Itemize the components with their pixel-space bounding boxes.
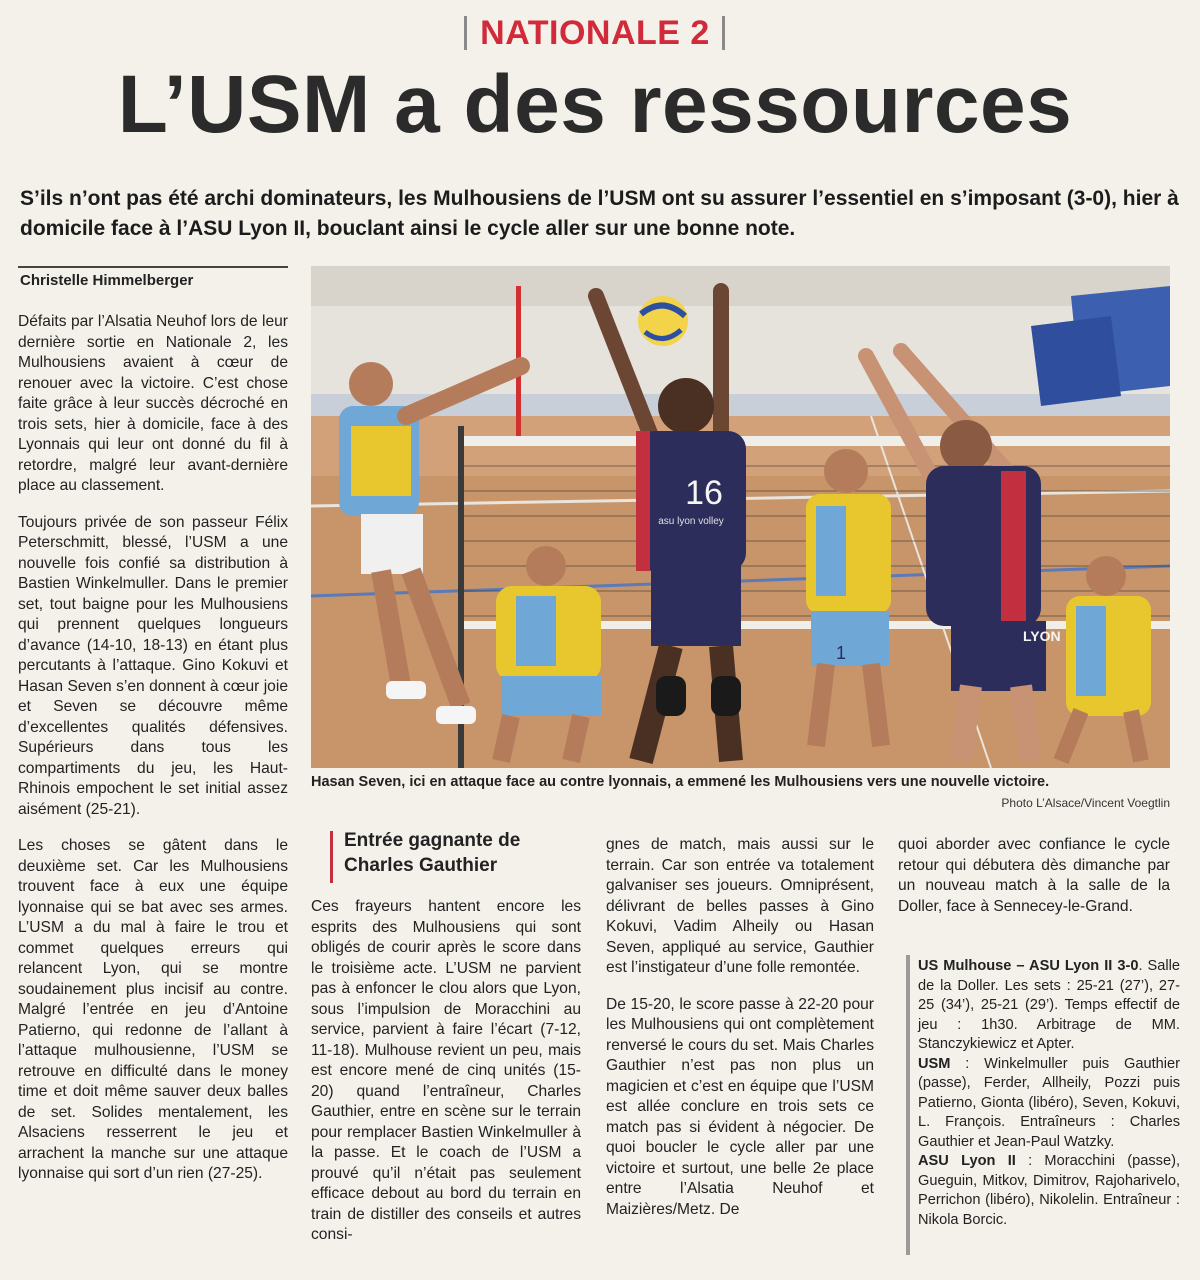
headline: L’USM a des ressources bbox=[117, 59, 1073, 150]
lead-paragraph: S’ils n’ont pas été archi dominateurs, les Mulhousiens de l’USM ont su assurer l’essentiel en s’imposant (3-0), hier à domicile face à l’ASU Lyon II, bouclant ainsi le cycle aller sur une bonne note. bbox=[20, 187, 1179, 240]
rubric-bar-right bbox=[722, 16, 725, 50]
blue-mat-2 bbox=[1031, 316, 1121, 406]
author: Christelle Himmelberger bbox=[20, 272, 194, 289]
ceiling bbox=[311, 266, 1170, 306]
factbox-asu-text: : Moracchini (passe), Gueguin, Mitkov, Dimitrov, Rajoharivelo, Perrichon (libéro), Nikolelin. Entraîneur : Nikola Borcic. bbox=[918, 1153, 1180, 1228]
paragraph: De 15-20, le score passe à 22-20 pour les Mulhousiens qui ont complètement renversé le cours du set. Mais Charles Gauthier n’est pas non plus un magicien et c’est en équipe que l’USM est allée conclure en trois sets ce match pas si évident à négocier. De quoi boucler le cycle aller par une victoire et surtout, une belle 2e place entre l’Alsatia Neuhof et Maizières/Metz. De bbox=[606, 995, 874, 1218]
jersey-text: asu lyon volley bbox=[658, 516, 724, 527]
column-4 bbox=[898, 835, 1170, 933]
match-photo bbox=[311, 266, 1170, 768]
paragraph: Défaits par l’Alsatia Neuhof lors de leur dernière sortie en Nationale 2, les Mulhousiens avaient à cœur de renouer avec la victoire. C’est chose faite grâce à leur succès décroché en trois sets, hier à domicile, face à des Lyonnais qui leur ont donné du fil à retordre, malgré leur avant-dernière place au classement. bbox=[18, 313, 288, 494]
sponsor-text: LYON bbox=[1023, 628, 1061, 644]
column-1 bbox=[18, 312, 288, 1201]
paragraph: Toujours privée de son passeur Félix Peterschmitt, blessé, l’USM a une nouvelle fois confié sa distribution à Bastien Winkelmuller. Dans le premier set, tout baigne pour les Mulhousiens qui prennent quelques longueurs d’avance (14-10, 18-13) en étant plus percutants à l’attaque. Gino Kokuvi et Hasan Seven s’en donnent à cœur joie et Seven se découvre même d’excellentes qualités défensives. Supérieurs dans tous les compartiments du jeu, les Haut-Rhinois empochent le set initial assez aisément (25-21). bbox=[18, 513, 288, 818]
subhead: Entrée gagnante de Charles Gauthier bbox=[344, 830, 521, 876]
paragraph: Les choses se gâtent dans le deuxième set. Car les Mulhousiens trouvent face à eux une équipe lyonnaise qui se bat avec ses armes. L’USM a du mal à faire le trou et commet quelques erreurs qui relancent Lyon, qui se montre soudainement plus incisif au contre. Malgré l’entrée en jeu d’Antoine Patierno, qui redonne de l’allant à l’attaque mulhousienne, l’USM se retrouve en difficulté dans le money time et doit même sauver deux balles de set. Solides mentalement, les Alsaciens resserrent le jeu et arrachent la manche sur une attaque lyonnaise qui sort d’un rien (27-25). bbox=[18, 837, 288, 1182]
match-factbox bbox=[918, 957, 1180, 1230]
factbox-usm-text: : Winkelmuller puis Gauthier (passe), Ferder, Allheily, Pozzi puis Patierno, Gionta (libéro), Seven, Kokuvi, L. François. Entraîneurs : Charles Gauthier et Jean-Paul Watzky. bbox=[918, 1055, 1180, 1150]
paragraph: gnes de match, mais aussi sur le terrain. Car son entrée va totalement galvaniser ses joueurs. Omniprésent, délivrant de belles passes à Gino Kokuvi, Vadim Alheily ou Hasan Seven, appliqué au service, Gauthier est l’instigateur d’une folle remontée. bbox=[606, 836, 874, 976]
jersey-number-1: 1 bbox=[836, 643, 847, 663]
factbox-asu-label: ASU Lyon II bbox=[918, 1153, 1016, 1169]
photo-credit: Photo L’Alsace/Vincent Voegtlin bbox=[1001, 796, 1170, 810]
paragraph: Ces frayeurs hantent encore les esprits des Mulhousiens qui sont obligés de courir après le score dans le troisième acte. L’USM ne parvient pas à enfoncer le clou alors que Lyon, sous l’impulsion de Moracchini au service, parvient à faire l’écart (7-12, 11-18). Mulhouse revient un peu, mais est encore mené de cinq unités (15-20) quand l’entraîneur, Charles Gauthier, entre en scène sur le terrain pour remplacer Bastien Winkelmuller à la passe. Et le coach de l’USM a prouvé qu’il n’était pas seulement efficace debout au bord du terrain en train de distiller des conseils et autres consi- bbox=[311, 898, 581, 1243]
factbox-asu bbox=[918, 1152, 1180, 1230]
factbox-match-text: . Salle de la Doller. Les sets : 25-21 (27’), 27-25 (34’), 25-21 (29’). Temps effectif de jeu : 1h30. Arbitrage de MM. Stanczykiewicz et Apter. bbox=[918, 958, 1181, 1052]
factbox-bar bbox=[906, 955, 910, 1255]
rubric-bar-left bbox=[464, 16, 467, 50]
factbox-match bbox=[918, 957, 1180, 1055]
volleyball-scene bbox=[311, 266, 1170, 768]
column-2 bbox=[311, 897, 581, 1262]
column-3 bbox=[606, 835, 874, 1236]
jersey-number-16: 16 bbox=[685, 474, 723, 512]
subhead-bar bbox=[330, 831, 333, 883]
factbox-match-title: US Mulhouse – ASU Lyon II 3-0 bbox=[918, 958, 1139, 974]
factbox-usm-label: USM bbox=[918, 1055, 951, 1072]
rubric: NATIONALE 2 bbox=[480, 14, 710, 52]
factbox-usm bbox=[918, 1055, 1180, 1153]
photo-caption: Hasan Seven, ici en attaque face au contre lyonnais, a emmené les Mulhousiens vers une nouvelle victoire. bbox=[311, 774, 1050, 790]
paragraph: quoi aborder avec confiance le cycle retour qui débutera dès dimanche par un nouveau match à la salle de la Doller, face à Sennecey-le-Grand. bbox=[898, 836, 1170, 915]
net-top-band bbox=[461, 436, 1170, 446]
author-rule bbox=[18, 266, 288, 268]
